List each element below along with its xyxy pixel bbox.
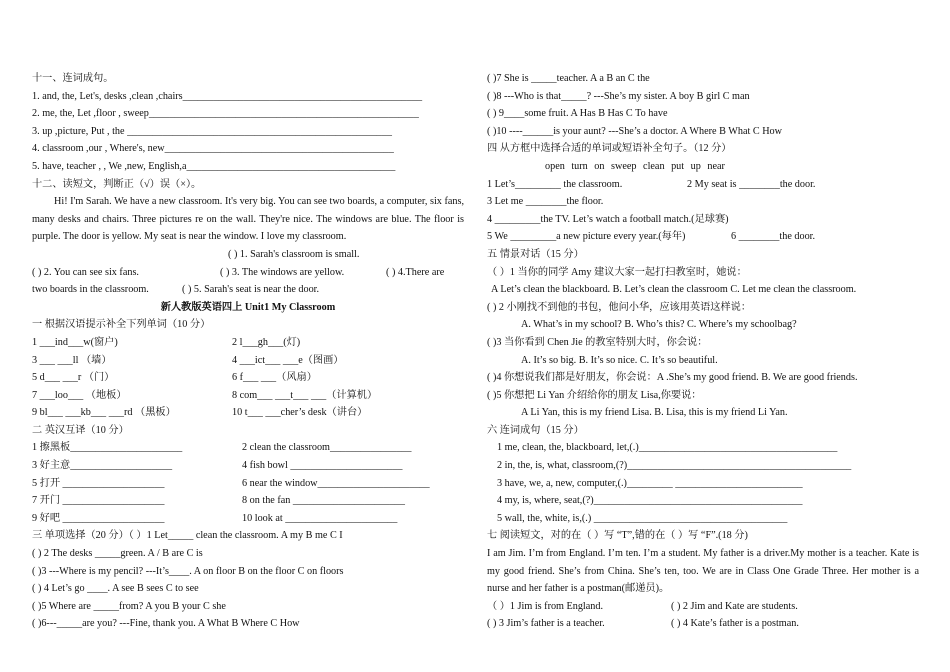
section-12-title: 十二、读短文，判断正（√）误（×）。 — [32, 178, 202, 190]
s4-item-1: 1 Let’s_________ the classroom. — [487, 178, 623, 190]
s1-row — [32, 387, 464, 405]
s1-row — [32, 369, 464, 387]
s7-row — [487, 615, 919, 633]
s1-item-4: 4 ___ict___ ___e（图画） — [232, 354, 344, 366]
s3-item-10: ( )10 ----______is your aunt? ---She’s a doctor. A Where B What C How — [487, 125, 782, 137]
s4-word-box: open turn on sweep clean put up near — [545, 160, 725, 172]
s3-item-4: ( ) 4 Let’s go ____. A see B sees C to see — [32, 583, 199, 595]
s12-row-b — [32, 264, 464, 282]
s1-item-9: 9 bl___ ___kb___ ___rd （黑板） — [32, 407, 176, 419]
section-4-title: 四 从方框中选择合适的单词或短语补全句子。（12 分） — [487, 143, 732, 155]
s1-row — [32, 334, 464, 352]
s1-row — [32, 404, 464, 422]
s3-item-5: ( )5 Where are _____from? A you B your C she — [32, 600, 226, 612]
s7-question-3: ( ) 3 Jim’s father is a teacher. — [487, 618, 605, 630]
s12-question-5: ( ) 5. Sarah's seat is near the door. — [182, 284, 320, 296]
s5-question-1: （ ）1 当你的同学 Amy 建议大家一起打扫教室时，她说： — [487, 266, 747, 278]
s5-question-5-options: A Li Yan, this is my friend Lisa. B. Lisa, this is my friend Li Yan. — [521, 407, 788, 419]
s2-item-9: 9 好吧 ____________________ — [32, 512, 165, 524]
s2-item-10: 10 look at ______________________ — [242, 512, 398, 524]
s4-item-5: 5 We _________a new picture every year.(每年) — [487, 231, 686, 243]
s12-passage: Hi! I'm Sarah. We have a new classroom. It's very big. You can see two boards, a computer, six fans, many desks and chairs. Three pictures re on the wall. They're nice. The windows are blue. The floor is purple. The door is yellow. My seat is near the window. I love my classroom. — [32, 196, 464, 243]
s3-item-9: ( ) 9____some fruit. A Has B Has C To have — [487, 108, 668, 120]
s5-question-2-options: A. What’s in my school? B. Who’s this? C. Where’s my schoolbag? — [521, 319, 797, 331]
s12-question-4: ( ) 4.There are — [386, 266, 445, 278]
s4-row — [487, 211, 919, 229]
s12-question-1: ( ) 1. Sarah's classroom is small. — [228, 248, 360, 260]
s5-question-1-options: A Let’s clean the blackboard. B. Let’s clean the classroom C. Let me clean the classroom. — [491, 284, 857, 296]
s2-item-2: 2 clean the classroom________________ — [242, 442, 412, 454]
section-5-title: 五 情景对话（15 分） — [487, 248, 584, 260]
s6-item-1: 1 me, clean, the, blackboard, let,(.)_______________________________________ — [497, 442, 838, 454]
s2-row — [32, 457, 464, 475]
s1-item-6: 6 f___ ___（风扇） — [232, 372, 317, 384]
s4-item-6: 6 ________the door. — [731, 231, 816, 243]
s3-item-7: ( )7 She is _____teacher. A a B an C the — [487, 73, 650, 84]
section-7-title: 七 阅读短文，对的在（ ）写 “T”,错的在（ ）写 “F”.(18 分) — [487, 530, 748, 542]
s11-item-2: 2. me, the, Let ,floor , sweep_____________________________________________________ — [32, 108, 419, 120]
s5-question-3: ( )3 当你看到 Chen Jie 的教室特别大时，你会说： — [487, 336, 708, 348]
s4-row — [487, 228, 919, 246]
s7-passage: I am Jim. I’m from England. I’m ten. I’m a student. My father is a driver.My mother is a teacher. Kate is my good friend. She’s from China. She’s ten, too. We are in Class One Grade Three. Her mother is a nurse and her father is a postman(邮递员)。 — [487, 548, 919, 595]
s3-item-2: ( ) 2 The desks _____green. A / B are C is — [32, 548, 203, 560]
s1-item-1: 1 ___ind___w(窗户) — [32, 336, 118, 348]
s6-item-3: 3 have, we, a, new, computer,(.)_________ _________________________ — [497, 477, 803, 489]
section-1-title: 一 根据汉语提示补全下列单词（10 分） — [32, 319, 211, 331]
s1-item-2: 2 l___gh___(灯) — [232, 336, 301, 348]
s7-question-2: ( ) 2 Jim and Kate are students. — [671, 600, 798, 612]
left-column — [32, 70, 464, 633]
right-column — [487, 70, 919, 633]
s11-item-4: 4. classroom ,our , Where's, new_____________________________________________ — [32, 143, 394, 155]
section-6-title: 六 连词成句（15 分） — [487, 424, 584, 436]
s11-item-3: 3. up ,picture, Put , the ____________________________________________________ — [32, 125, 392, 137]
s12-question-4-cont: two boards in the classroom. — [32, 284, 149, 296]
s5-question-3-options: A. It’s so big. B. It’s so nice. C. It’s so beautiful. — [521, 354, 718, 366]
s2-item-8: 8 on the fan ______________________ — [242, 495, 405, 507]
s6-item-4: 4 my, is, where, seat,(?)_________________________________________ — [497, 495, 803, 507]
s6-item-2: 2 in, the, is, what, classroom,(?)____________________________________________ — [497, 460, 852, 472]
s2-row — [32, 510, 464, 528]
s4-row — [487, 176, 919, 194]
s1-item-3: 3 ___ ___ll （墙） — [32, 354, 112, 366]
s2-row — [32, 439, 464, 457]
s6-item-5: 5 wall, the, white, is,(.) ______________________________________ — [497, 512, 788, 524]
unit-title: 新人教版英语四上 Unit1 My Classroom — [160, 301, 336, 313]
s4-item-4: 4 _________the TV. Let’s watch a football match.(足球赛) — [487, 213, 729, 225]
s1-item-8: 8 com___ ___t___ ___（计算机） — [232, 389, 378, 401]
s7-row — [487, 598, 919, 616]
s2-item-5: 5 打开 ____________________ — [32, 477, 165, 489]
s12-row-a — [32, 246, 464, 264]
s5-question-5: ( )5 你想把 Li Yan 介绍给你的朋友 Lisa,你要说： — [487, 389, 702, 401]
s1-item-5: 5 d___ ___r （门） — [32, 372, 115, 384]
s7-question-1: （ ）1 Jim is from England. — [487, 600, 604, 612]
s3-item-3: ( )3 ---Where is my pencil? ---It’s____. A on floor B on the floor C on floors — [32, 565, 344, 577]
s5-question-4: ( )4 你想说我们都是好朋友，你会说：A .She’s my good friend. B. We are good friends. — [487, 372, 858, 384]
section-3-title: 三 单项选择（20 分）（ ）1 Let_____ clean the classroom. A my B me C I — [32, 530, 343, 542]
s3-item-6: ( )6---_____are you? ---Fine, thank you. A What B Where C How — [32, 618, 300, 630]
s2-item-4: 4 fish bowl ______________________ — [242, 460, 403, 472]
s11-item-1: 1. and, the, Let's, desks ,clean ,chairs_______________________________________________ — [32, 90, 423, 102]
s5-question-2: ( ) 2 小刚找不到他的书包，他问小华，应该用英语这样说： — [487, 301, 752, 313]
s12-row-c — [32, 281, 464, 299]
s1-item-10: 10 t___ ___cher’s desk（讲台） — [232, 407, 368, 419]
s4-row — [487, 193, 919, 211]
s2-row — [32, 492, 464, 510]
s1-item-7: 7 ___loo___ （地板） — [32, 389, 127, 401]
s2-item-1: 1 擦黑板______________________ — [32, 442, 183, 454]
s7-question-4: ( ) 4 Kate’s father is a postman. — [671, 618, 799, 630]
section-11-title: 十一、连词成句。 — [32, 73, 114, 84]
section-2-title: 二 英汉互译（10 分） — [32, 424, 129, 436]
s11-item-5: 5. have, teacher , , We ,new, English,a_________________________________________ — [32, 160, 396, 172]
s2-item-7: 7 开门 ____________________ — [32, 495, 165, 507]
s12-question-2: ( ) 2. You can see six fans. — [32, 266, 139, 278]
s2-row — [32, 475, 464, 493]
s3-item-8: ( )8 ---Who is that_____? ---She’s my sister. A boy B girl C man — [487, 90, 750, 102]
s2-item-6: 6 near the window______________________ — [242, 477, 430, 489]
s1-row — [32, 352, 464, 370]
s4-item-3: 3 Let me ________the floor. — [487, 196, 604, 208]
s2-item-3: 3 好主意____________________ — [32, 460, 173, 472]
s12-question-3: ( ) 3. The windows are yellow. — [220, 266, 345, 278]
s4-item-2: 2 My seat is ________the door. — [687, 178, 816, 190]
